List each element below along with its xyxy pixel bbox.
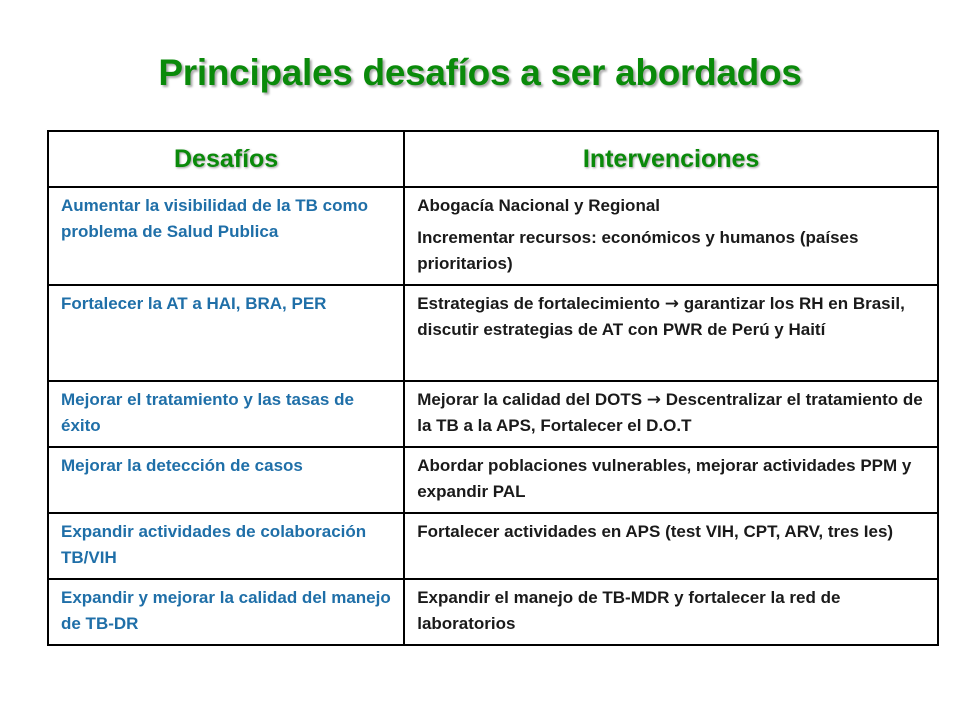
intervencion-line: Abogacía Nacional y Regional — [417, 196, 660, 215]
desafio-cell: Mejorar el tratamiento y las tasas de éxito — [48, 381, 404, 447]
intervencion-text: garantizar los RH en Brasil, discutir estrategias de AT con PWR de Perú y Haití — [417, 294, 905, 339]
table-row — [48, 187, 938, 285]
desafio-cell: Expandir actividades de colaboración TB/VIH — [48, 513, 404, 579]
desafio-cell: Expandir y mejorar la calidad del manejo de TB-DR — [48, 579, 404, 645]
intervencion-cell: Expandir el manejo de TB-MDR y fortalecer la red de laboratorios — [404, 579, 938, 645]
intervencion-line: Incrementar recursos: económicos y humanos (países prioritarios) — [417, 228, 859, 273]
page-title: Principales desafíos a ser abordados — [158, 52, 802, 93]
desafio-cell: Fortalecer la AT a HAI, BRA, PER — [48, 285, 404, 381]
challenges-table — [47, 130, 939, 646]
intervencion-text: Estrategias de fortalecimiento — [417, 294, 661, 313]
table-row — [48, 513, 938, 579]
table-header-row — [48, 131, 938, 187]
intervencion-cell — [404, 381, 938, 447]
intervencion-cell: Fortalecer actividades en APS (test VIH, CPT, ARV, tres Ies) — [404, 513, 938, 579]
table-row — [48, 285, 938, 381]
intervencion-text: Mejorar la calidad del DOTS — [417, 390, 643, 409]
intervencion-cell — [404, 285, 938, 381]
table-row — [48, 447, 938, 513]
desafio-cell: Mejorar la detección de casos — [48, 447, 404, 513]
intervencion-text: Descentralizar el tratamiento de la TB a la APS, Fortalecer el D.O.T — [417, 390, 923, 435]
arrow-right-icon: → — [664, 294, 680, 314]
intervencion-cell: Abordar poblaciones vulnerables, mejorar actividades PPM y expandir PAL — [404, 447, 938, 513]
table-row — [48, 579, 938, 645]
desafio-cell: Aumentar la visibilidad de la TB como problema de Salud Publica — [48, 187, 404, 285]
table-row — [48, 381, 938, 447]
arrow-right-icon: → — [646, 390, 662, 410]
column-header-desafios: Desafíos — [48, 131, 404, 187]
column-header-intervenciones: Intervenciones — [404, 131, 938, 187]
intervencion-cell — [404, 187, 938, 285]
